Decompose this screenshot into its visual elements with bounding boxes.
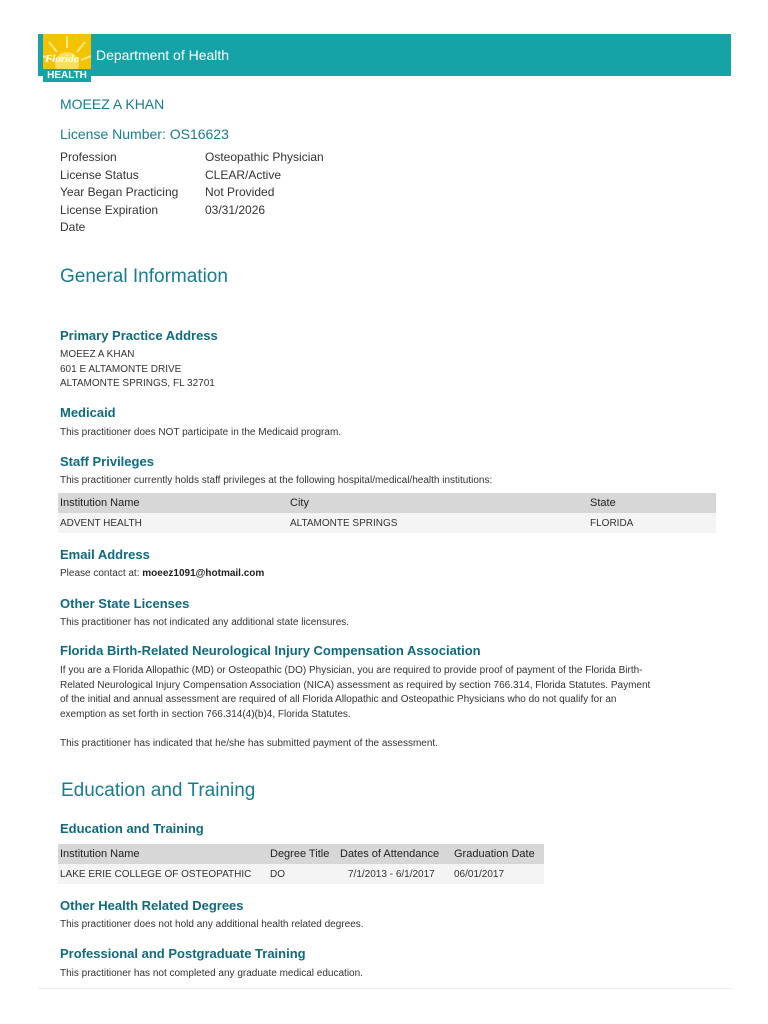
- other-degrees-heading: Other Health Related Degrees: [60, 898, 244, 913]
- table-cell: ALTAMONTE SPRINGS: [288, 513, 588, 533]
- column-header: State: [588, 493, 716, 513]
- staff-privileges-heading: Staff Privileges: [60, 454, 154, 469]
- table-row: [58, 513, 716, 533]
- email-prefix: Please contact at:: [60, 568, 140, 579]
- license-number: License Number: OS16623: [60, 126, 229, 142]
- medicaid-text: This practitioner does NOT participate in the Medicaid program.: [60, 427, 342, 438]
- postgrad-training-text: This practitioner has not completed any graduate medical education.: [60, 968, 363, 979]
- nica-line: If you are a Florida Allopathic (MD) or Osteopathic (DO) Physician, you are required to provide proof of payment of the Florida Birth-: [60, 665, 643, 676]
- license-facts: [60, 149, 324, 237]
- staff-privileges-text: This practitioner currently holds staff privileges at the following hospital/medical/health institutions:: [60, 475, 493, 486]
- table-row: [58, 864, 544, 884]
- fact-label: Profession: [60, 150, 117, 164]
- address-line: 601 E ALTAMONTE DRIVE: [60, 363, 182, 375]
- florida-health-logo: [43, 34, 91, 82]
- email-line: [60, 567, 264, 582]
- nica-line: exemption as set forth in section 766.314(4)(b)4, Florida Statutes.: [60, 708, 351, 720]
- email-link[interactable]: moeez1091@hotmail.com: [142, 568, 265, 579]
- logo-text-florida: Florida: [45, 53, 80, 65]
- fact-value: Not Provided: [205, 185, 275, 199]
- fact-label: Date: [60, 220, 86, 234]
- fact-label: License Expiration: [60, 202, 159, 217]
- fact-label: License Status: [60, 167, 139, 182]
- page-divider: [38, 988, 731, 989]
- address-line: ALTAMONTE SPRINGS, FL 32701: [60, 378, 215, 390]
- header-banner: [38, 34, 731, 81]
- education-table-heading: Education and Training: [60, 821, 204, 836]
- table-cell: DO: [268, 864, 338, 884]
- fact-row: [60, 202, 324, 220]
- primary-address: [60, 348, 215, 392]
- table-header-row: [58, 493, 716, 513]
- fact-row: [60, 184, 324, 202]
- column-header: Institution Name: [58, 493, 288, 513]
- column-header: Institution Name: [58, 844, 268, 864]
- nica-line: of the initial and annual assessment are required of all Florida Allopathic and Osteopathic Physicians who do not qualify for an: [60, 694, 617, 706]
- postgrad-training-heading: Professional and Postgraduate Training: [60, 946, 306, 961]
- other-degrees-text: This practitioner does not hold any additional health related degrees.: [60, 919, 364, 930]
- table-cell: FLORIDA: [588, 513, 716, 533]
- education-table: [58, 844, 544, 884]
- nica-line: Related Neurological Injury Compensation Association (NICA) assessment as required by section 766.314, Florida Statutes. Payment: [60, 679, 651, 691]
- practitioner-name: MOEEZ A KHAN: [60, 96, 165, 112]
- education-training-heading: Education and Training: [61, 780, 256, 801]
- table-cell: 7/1/2013 - 6/1/2017: [338, 864, 452, 884]
- general-information-heading: General Information: [60, 266, 228, 287]
- nica-heading: Florida Birth-Related Neurological Injury Compensation Association: [60, 643, 481, 658]
- fact-value: Osteopathic Physician: [205, 150, 324, 164]
- fact-row: [60, 167, 324, 185]
- column-header: Degree Title: [268, 844, 338, 864]
- fact-label: Year Began Practicing: [60, 185, 179, 199]
- other-state-licenses-text: This practitioner has not indicated any additional state licensures.: [60, 617, 350, 628]
- email-heading: Email Address: [60, 547, 150, 562]
- fact-row: [60, 219, 324, 237]
- other-state-licenses-heading: Other State Licenses: [60, 596, 190, 611]
- logo-text-health: HEALTH: [43, 69, 91, 82]
- nica-paragraph: [60, 664, 650, 722]
- table-cell: LAKE ERIE COLLEGE OF OSTEOPATHIC: [58, 864, 268, 884]
- address-line: MOEEZ A KHAN: [60, 349, 135, 360]
- header-title: Department of Health: [96, 47, 230, 63]
- nica-status: This practitioner has indicated that he/she has submitted payment of the assessment.: [60, 738, 438, 749]
- primary-address-heading: Primary Practice Address: [60, 328, 218, 343]
- column-header: Graduation Date: [452, 844, 544, 864]
- column-header: City: [288, 493, 588, 513]
- table-cell: ADVENT HEALTH: [58, 513, 288, 533]
- column-header: Dates of Attendance: [338, 844, 452, 864]
- table-cell: 06/01/2017: [452, 864, 544, 884]
- fact-value: 03/31/2026: [205, 202, 266, 217]
- staff-privileges-table: [58, 493, 716, 533]
- medicaid-heading: Medicaid: [60, 405, 116, 420]
- fact-value: CLEAR/Active: [205, 167, 282, 182]
- fact-row: [60, 149, 324, 167]
- table-header-row: [58, 844, 544, 864]
